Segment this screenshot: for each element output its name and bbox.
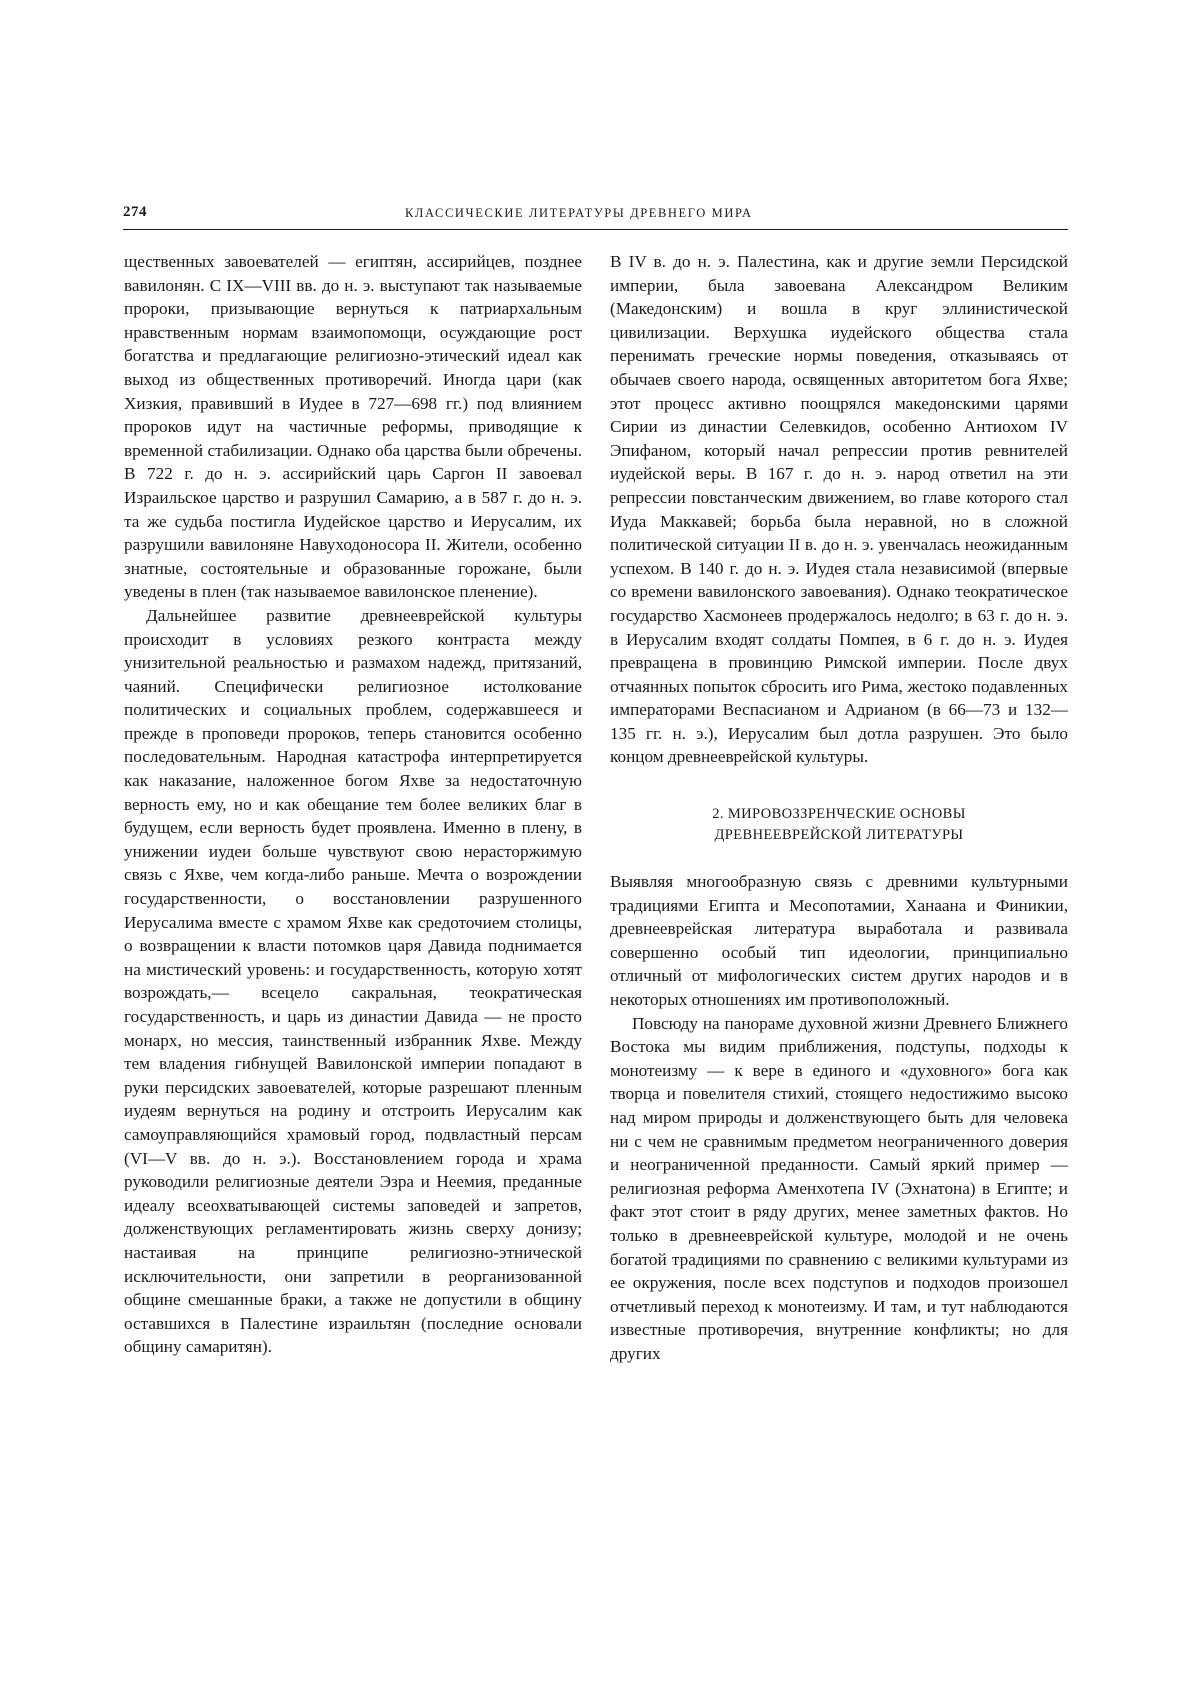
paragraph: Выявляя многообразную связь с древними культурными традициями Египта и Месопотамии, Ханаана и Финикии, древнееврейская литература выработала и развивала совершенно особый тип идеологии, принципиально отличный от мифологических систем других народов и в некоторых отношениях им противоположный. [610, 872, 1068, 1010]
paragraph: Дальнейшее развитие древнееврейской культуры происходит в условиях резкого контраста между унизительной реальностью и размахом надежд, притязаний, чаяний. Специфически религиозное истолкование политических и социальных проблем, содержавшееся и прежде в проповеди пророков, теперь становится особенно последовательным. Народная катастрофа интерпретируется как наказание, наложенное богом Яхве за недостаточную верность ему, но и как обещание тем более великих благ в будущем, если верность будет проявлена. Именно в плену, в унижении иудеи больше чувствуют свою нерасторжимую связь с Яхве, чем когда-либо раньше. Мечта о возрождении государственности, о восстановлении разрушенного Иерусалима вместе с храмом Яхве как средоточием столицы, о возвращении к власти потомков царя Давида поднимается на мистический уровень: и государственность, которую хотят возрождать,— всецело сакральная, теократическая государственность, и царь из династии Давида — не просто монарх, но мессия, таинственный избранник Яхве. Между тем владения гибнущей Вавилонской империи попадают в руки персидских завоевателей, которые разрешают пленным иудеям вернуться на родину и отстроить Иерусалим как самоуправляющийся храмовый город, подвластный персам (VI—V вв. до н. э.). Восстановлением города и храма руководили религиозные деятели Эзра и Неемия, преданные идеалу всеохватывающей системы заповедей и запретов, долженствующих регламентировать жизнь сверху донизу; настаивая на принципе религиозно-этнической исключительности, они запретили в реорганизованной общине смешанные браки, а также не допустили в общину оставшихся в Палестине израильтян (последние основали общину самаритян). [124, 605, 582, 1357]
running-title: КЛАССИЧЕСКИЕ ЛИТЕРАТУРЫ ДРЕВНЕГО МИРА [405, 206, 753, 220]
header-rule [123, 229, 1068, 230]
page-number: 274 [123, 204, 147, 220]
paragraph: Повсюду на панораме духовной жизни Древнего Ближнего Востока мы видим приближения, подступы, подходы к монотеизму — к вере в единого и «духовного» бога как творца и повелителя стихий, стоящего недостижимо высоко над миром природы и долженствующего быть для человека ни с чем не сравнимым предметом неограниченного доверия и неограниченной преданности. Самый яркий пример — религиозная реформа Аменхотепа IV (Эхнатона) в Египте; и факт этот стоит в ряду других, менее заметных фактов. Но только в древнееврейской культуре, молодой и не очень богатой традициями по сравнению с великими культурами из ее окружения, после всех подступов и подходов произошел отчетливый переход к монотеизму. И там, и тут наблюдаются известные противоречия, внутренние конфликты; но для других [610, 1013, 1068, 1363]
right-column [610, 250, 1068, 1366]
section-heading [610, 804, 1068, 846]
paragraph: щественных завоевателей — египтян, ассирийцев, позднее вавилонян. С IX—VIII вв. до н. э. выступают так называемые пророки, призывающие вернуться к патриархальным нравственным нормам взаимопомощи, осуждающие рост богатства и предлагающие религиозно-этический идеал как выход из общественных противоречий. Иногда цари (как Хизкия, правивший в Иудее в 727—698 гг.) под влиянием пророков идут на частичные реформы, приводящие к временной стабилизации. Однако оба царства были обречены. В 722 г. до н. э. ассирийский царь Саргон II завоевал Израильское царство и разрушил Самарию, а в 587 г. до н. э. та же судьба постигла Иудейское царство и Иерусалим, их разрушили вавилоняне Навуходоносора II. Жители, особенно знатные, состоятельные и образованные горожане, были уведены в плен (так называемое вавилонское пленение). [124, 252, 582, 602]
page-header [123, 204, 1066, 226]
paragraph: В IV в. до н. э. Палестина, как и другие земли Персидской империи, была завоевана Александром Великим (Македонским) и вошла в круг эллинистической цивилизации. Верхушка иудейского общества стала перенимать греческие нормы поведения, отказываясь от обычаев своего народа, освященных авторитетом бога Яхве; этот процесс активно поощрялся македонскими царями Сирии из династии Селевкидов, особенно Антиохом IV Эпифаном, который начал репрессии против ревнителей иудейской веры. В 167 г. до н. э. народ ответил на эти репрессии повстанческим движением, во главе которого стал Иуда Маккавей; борьба была неравной, но в сложной политической ситуации II в. до н. э. увенчалась неожиданным успехом. В 140 г. до н. э. Иудея стала независимой (впервые со времени вавилонского завоевания). Однако теократическое государство Хасмонеев продержалось недолго; в 63 г. до н. э. в Иерусалим входят солдаты Помпея, в 6 г. до н. э. Иудея превращена в провинцию Римской империи. После двух отчаянных попыток сбросить иго Рима, жестоко подавленных императорами Веспасианом и Адрианом (в 66—73 и 132—135 гг. н. э.), Иерусалим был дотла разрушен. Это было концом древнееврейской культуры. [610, 252, 1068, 767]
left-column [124, 250, 582, 1359]
section-heading-line: 2. МИРОВОЗЗРЕНЧЕСКИЕ ОСНОВЫ [712, 806, 966, 823]
section-heading-line: ДРЕВНЕЕВРЕЙСКОЙ ЛИТЕРАТУРЫ [714, 827, 964, 844]
